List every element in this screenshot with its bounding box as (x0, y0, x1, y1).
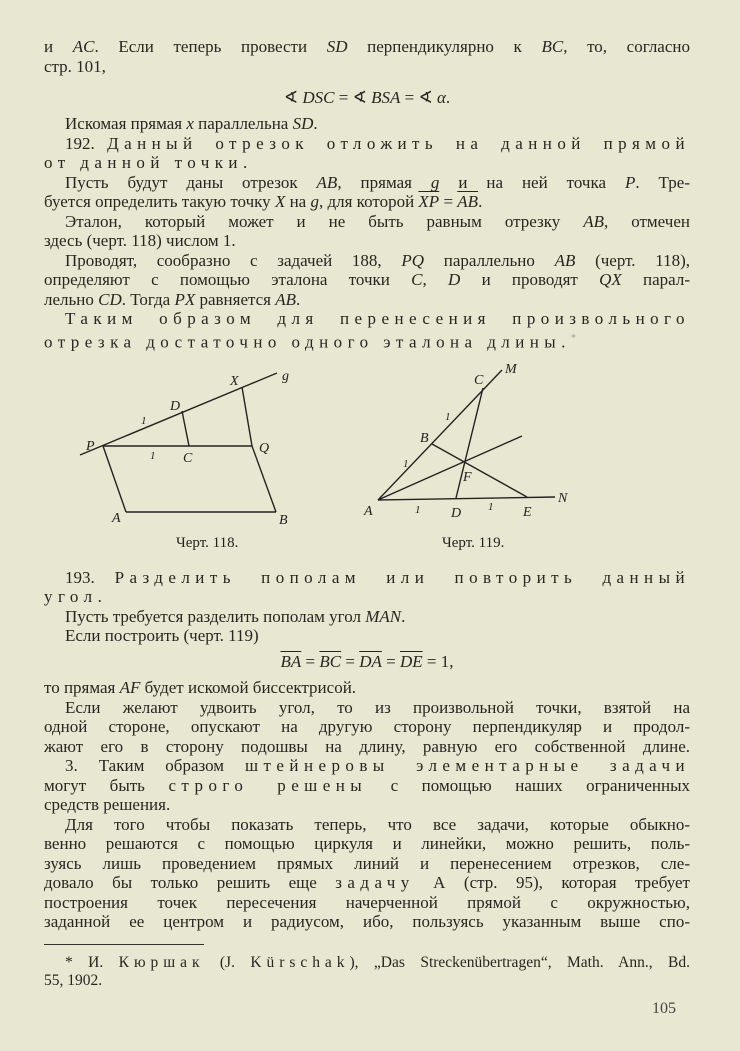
text-segment: SD (292, 114, 314, 133)
text-segment: . Тогда (121, 290, 175, 309)
text-segment: DSC (302, 88, 335, 107)
text-segment: g (430, 173, 440, 192)
text-segment: А (стр. 95), которая требует (414, 873, 690, 892)
text-segment: = (301, 652, 320, 671)
label-n: N (558, 491, 568, 506)
text-segment: = (381, 652, 400, 671)
text-segment: Пусть будут даны отрезок (65, 173, 317, 192)
label-q: Q (259, 441, 270, 456)
label-b: B (420, 431, 429, 446)
text-segment: Для того чтобы показать теперь, что все задачи, которые обыкно- (65, 815, 690, 834)
label-1: 1 (150, 450, 156, 462)
text-segment: QX (599, 270, 622, 289)
text-segment: . (445, 88, 451, 107)
text-segment: парал- (621, 270, 690, 289)
page-number: 105 (652, 1000, 676, 1017)
label-p: P (86, 439, 95, 454)
text-segment: Если желают удвоить угол, то из произвольной точки, взятой на (65, 698, 690, 717)
label-1: 1 (445, 411, 451, 423)
text-segment: X (274, 192, 286, 211)
label-g: g (282, 369, 289, 384)
segment-dc (182, 411, 189, 446)
text-segment: PX (174, 290, 196, 309)
text-segment: . (401, 607, 406, 626)
text-segment: могут быть (44, 776, 169, 795)
text-segment: Пусть требуется разделить пополам угол (65, 607, 366, 626)
text-segment: венно решаются с помощью циркуля и линейки, можно решить, поль- (44, 834, 690, 853)
text-segment: и проводят (460, 270, 600, 289)
text-segment: * И. (65, 954, 119, 971)
text-segment: AB (316, 173, 338, 192)
text-segment: , прямая (337, 173, 431, 192)
label-b: B (279, 513, 288, 528)
label-d: D (451, 506, 462, 521)
ray-am (378, 370, 502, 500)
text-segment: Кюршак (118, 954, 205, 971)
text-segment: на (285, 192, 311, 211)
text-segment: Разделить пополам или повторить данный (114, 568, 690, 587)
bisector-af (378, 436, 522, 500)
label-1: 1 (488, 501, 494, 513)
text-segment: (J. (204, 954, 251, 971)
text-segment: и (44, 37, 73, 56)
text-segment: 55, 1902. (44, 972, 103, 989)
text-segment: AC (72, 37, 95, 56)
text-segment: заданной ее центром и радиусом, ибо, пользуясь указанным выше спо- (44, 912, 690, 931)
text-segment: P (624, 173, 636, 192)
text-segment: $\overline{BA}$ (280, 652, 302, 671)
text-segment: $\overline{DE}$ (399, 652, 423, 671)
figure-118 (80, 369, 289, 551)
text-segment: с помощью наших ограниченных (367, 776, 690, 795)
text-segment: = ∢ (334, 88, 372, 107)
text-segment: , то, согласно (563, 37, 690, 56)
text-segment: параллельна (193, 114, 293, 133)
text-segment: $\overline{DA}$ (359, 652, 382, 671)
text-segment: , отмечен (603, 212, 690, 231)
ray-an (378, 497, 555, 500)
text-segment: лельно (44, 290, 99, 309)
text-segment: = 1, (422, 652, 454, 671)
text-segment: BSA (371, 88, 401, 107)
figure-119 (363, 362, 568, 551)
label-x: X (230, 374, 239, 389)
text-segment: $\overline{BC}$ (319, 652, 342, 671)
text-segment: = (341, 652, 360, 671)
text-segment: Таким образом для перенесения произвольного (65, 309, 690, 328)
line-g (80, 373, 277, 455)
text-segment: жают его в сторону подошвы на длину, равную его собственной длине. (44, 737, 690, 756)
text-segment: BC (541, 37, 564, 56)
text-segment: = ∢ (400, 88, 437, 107)
text-segment: построения точек пересечения начерченной прямой с окружностью, (44, 893, 690, 912)
label-c: C (183, 451, 193, 466)
text-segment: определяют с помощью эталона точки (44, 270, 412, 289)
text-segment: 3. Таким образом (65, 756, 246, 775)
text-segment: перпендикулярно к (347, 37, 542, 56)
text-segment: Kürschak (250, 954, 350, 971)
text-segment: Искомая прямая (65, 114, 187, 133)
text-segment: (черт. 118), (575, 251, 690, 270)
caption-119: Черт. 119. (442, 535, 505, 551)
label-d: D (170, 399, 181, 414)
text-segment: , для которой (318, 192, 419, 211)
text-segment: $\overline{XP}$ (418, 192, 440, 211)
text-segment: будет искомой биссектрисой. (140, 678, 357, 697)
text-segment: CD (98, 290, 122, 309)
segment-be (432, 444, 527, 497)
label-m: M (505, 362, 517, 377)
text-segment: средств решения. (44, 795, 171, 814)
text-segment: . Если теперь провести (94, 37, 327, 56)
text-segment: ∢ (283, 88, 303, 107)
text-segment: = (439, 192, 458, 211)
text-segment: от данной точки. (44, 153, 253, 172)
text-segment: D (448, 270, 461, 289)
text-segment: стр. 101, (44, 57, 106, 76)
text-segment: x (186, 114, 194, 133)
text-segment: AF (119, 678, 141, 697)
text-segment: ), „Das Streckenübertragen“, Math. Ann., Bd. (349, 954, 690, 971)
label-e: E (523, 505, 532, 520)
text-segment: AB (554, 251, 576, 270)
label-c: C (474, 373, 484, 388)
text-segment: . (296, 290, 301, 309)
label-a: A (112, 511, 121, 526)
text-segment: Если построить (черт. 119) (65, 626, 259, 645)
footnote-marker: * (570, 333, 576, 344)
text-segment: , (422, 270, 449, 289)
text-segment: строго решены (168, 776, 368, 795)
label-1: 1 (141, 415, 147, 427)
text-segment: PQ (401, 251, 425, 270)
text-segment: . (478, 192, 483, 211)
segment-xq (242, 387, 252, 446)
text-segment: . (313, 114, 318, 133)
text-segment: равняется (195, 290, 276, 309)
text-segment: C (411, 270, 423, 289)
text-segment: параллельно (424, 251, 555, 270)
text-segment: . Тре- (635, 173, 690, 192)
segment-pa (103, 446, 126, 512)
label-1: 1 (403, 458, 409, 470)
text-segment: MAN (365, 607, 402, 626)
label-1: 1 (415, 504, 421, 516)
text-segment: угол. (44, 587, 108, 606)
text-segment: Проводят, сообразно с задачей 188, (65, 251, 402, 270)
text-segment: здесь (черт. 118) числом 1. (44, 231, 236, 250)
text-segment: довало бы только решить еще (44, 873, 336, 892)
text-segment: одной стороне, опускают на другую сторону перпендикуляр и продол- (44, 717, 690, 736)
text-segment: α (436, 88, 446, 107)
text-segment: отрезка достаточно одного эталона длины. (44, 332, 571, 352)
text-segment: Эталон, который может и не быть равным отрезку (65, 212, 584, 231)
text-segment: зуясь лишь проведением прямых линий и перенесением отрезков, сле- (44, 854, 690, 873)
caption-118: Черт. 118. (176, 535, 239, 551)
label-f: F (463, 470, 472, 485)
text-segment: то прямая (44, 678, 120, 697)
text-segment: AB (275, 290, 297, 309)
text-segment: AB (583, 212, 604, 231)
text-segment: SD (326, 37, 348, 56)
text-segment: штейнеровы элементарные задачи (245, 756, 690, 775)
text-segment: $\overline{AB}$ (457, 192, 479, 211)
text-segment: буется определить такую точку (44, 192, 275, 211)
text-segment: 193. (65, 568, 115, 587)
text-segment: g (310, 192, 319, 211)
text-segment: задачу (335, 873, 415, 892)
text-segment: Данный отрезок отложить на данной прямой (107, 134, 690, 153)
text-segment: и на ней точка (439, 173, 625, 192)
text-segment: 192. (65, 134, 108, 153)
label-a: A (364, 504, 373, 519)
